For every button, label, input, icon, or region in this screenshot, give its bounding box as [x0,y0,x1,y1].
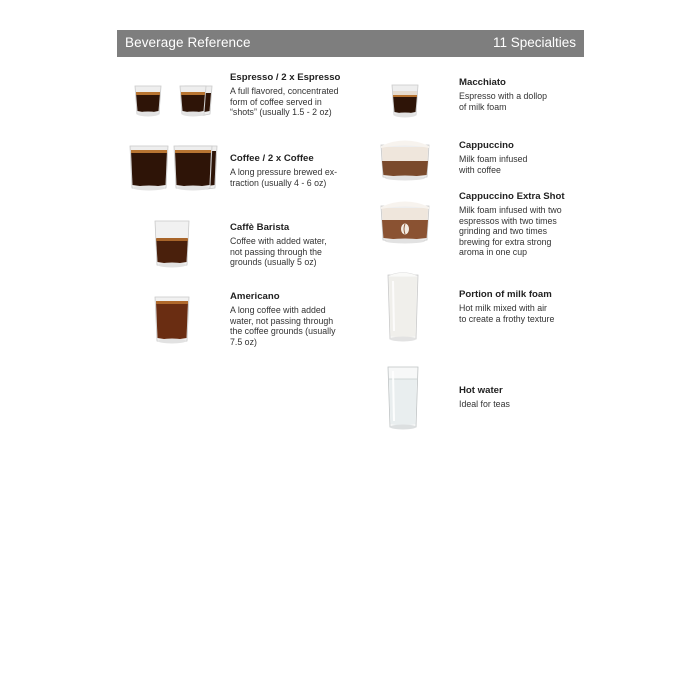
beverage-name: Cappuccino [459,140,514,151]
desc-line: A full flavored, concentrated [230,86,339,96]
macchiato-glass-icon [390,83,420,119]
desc-line: espressos with two times [459,215,557,226]
beverage-description [230,167,360,188]
desc-line: not passing through the [230,246,322,257]
desc-line: Ideal for teas [459,399,510,409]
beverage-milk-foam [459,289,589,324]
desc-line: A long coffee with added [230,305,326,315]
section-header [117,30,584,57]
double-coffee-glass-icon [172,144,219,192]
beverage-hot-water [459,385,589,410]
desc-line: water, not passing through [230,315,334,326]
desc-line: grounds (usually 5 oz) [230,257,317,268]
caffe-barista-glass-icon [153,219,191,269]
desc-line: of milk foam [459,101,507,112]
hot-water-glass-icon [386,365,420,431]
desc-line: “shots” (usually 1.5 - 2 oz) [230,107,332,118]
desc-line: brewing for extra strong [459,236,552,247]
beverage-name: Portion of milk foam [459,289,552,300]
beverage-name: Hot water [459,385,503,396]
beverage-cappuccino-extra-shot [459,191,589,258]
page-title: Beverage Reference [125,35,251,50]
beverage-name: Coffee / 2 x Coffee [230,153,314,164]
desc-line: the coffee grounds (usually [230,326,336,337]
beverage-name: Caffè Barista [230,222,290,233]
desc-line: Espresso with a dollop [459,91,548,101]
desc-line: 7.5 oz) [230,336,257,347]
desc-line: Milk foam infused with two [459,205,562,215]
beverage-description [459,154,589,175]
beverage-coffee [230,153,360,188]
specialties-count: 11 Specialties [492,35,576,50]
beverage-americano [230,291,360,347]
beverage-name: Macchiato [459,77,506,88]
beverage-description [230,86,360,118]
beverage-name: Espresso / 2 x Espresso [230,72,341,83]
desc-line: Hot milk mixed with air [459,303,547,313]
beverage-description [459,399,589,410]
desc-line: traction (usually 4 - 6 oz) [230,177,327,188]
desc-line: Coffee with added water, [230,236,327,246]
beverage-description [230,236,360,268]
beverage-cappuccino [459,140,589,175]
milk-foam-glass-icon [386,271,420,343]
beverage-description [459,205,589,258]
beverage-description [459,303,589,324]
cappuccino-extra-shot-glass-icon [379,198,431,244]
double-espresso-glass-icon [178,84,214,118]
desc-line: A long pressure brewed ex- [230,167,338,177]
desc-line: Milk foam infused [459,154,528,164]
desc-line: aroma in one cup [459,247,527,258]
beverage-caffe-barista [230,222,360,268]
americano-glass-icon [153,295,191,345]
cappuccino-glass-icon [379,137,431,181]
coffee-glass-icon [128,144,170,192]
beverage-description [230,305,360,347]
beverage-description [459,91,589,112]
desc-line: grinding and two times [459,226,548,237]
beverage-name: Americano [230,291,280,302]
desc-line: to create a frothy texture [459,313,555,324]
espresso-glass-icon [133,84,163,118]
beverage-espresso [230,72,360,118]
beverage-macchiato [459,77,589,112]
beverage-name: Cappuccino Extra Shot [459,191,565,202]
desc-line: form of coffee served in [230,96,322,107]
desc-line: with coffee [459,164,501,175]
